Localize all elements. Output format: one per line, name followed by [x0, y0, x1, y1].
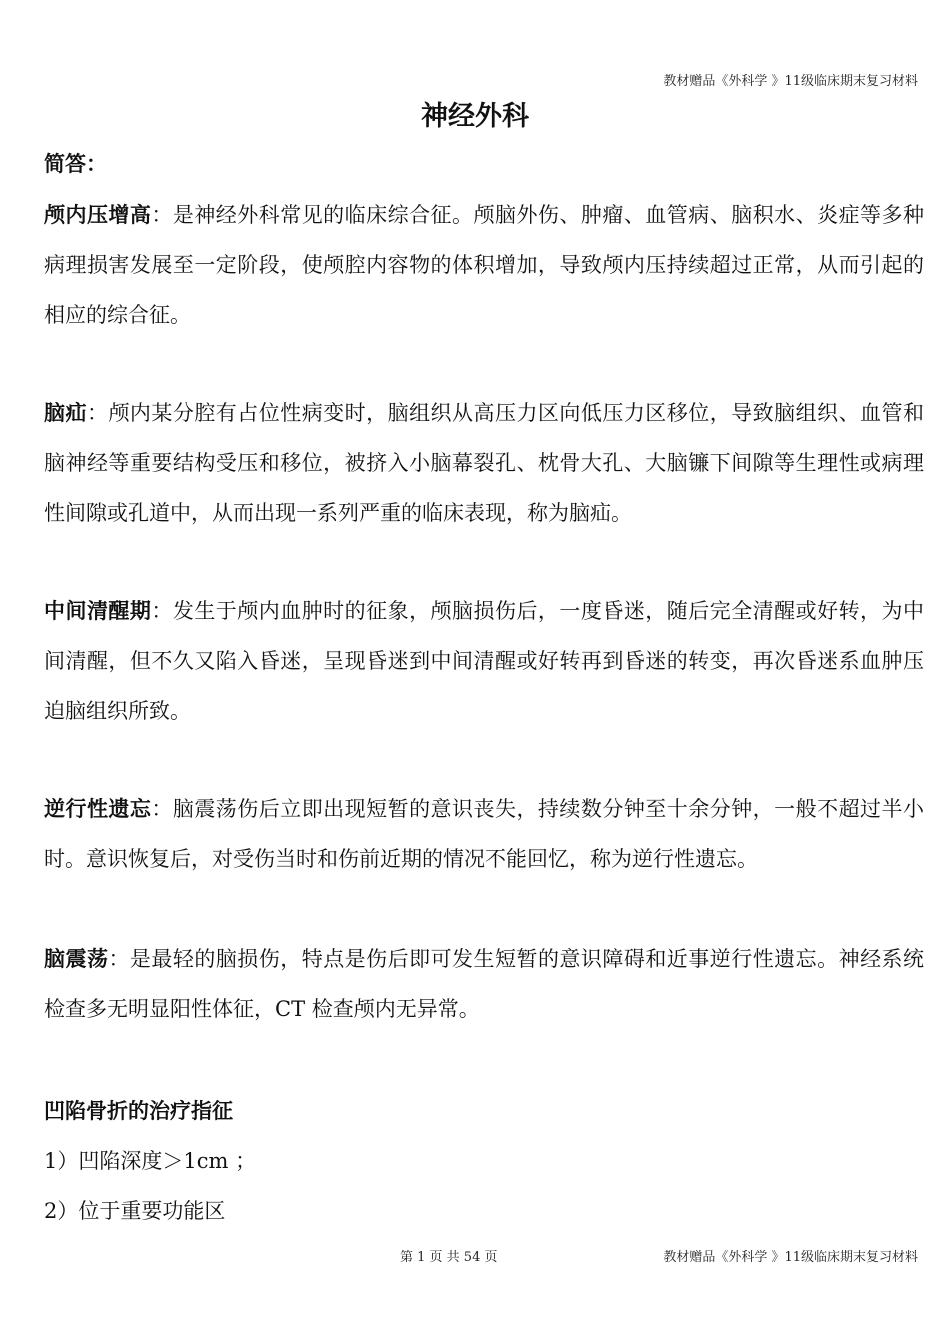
entry-definition: 发生于颅内血肿时的征象，颅脑损伤后，一度昏迷，随后完全清醒或好转，为中间清醒，但不久又陷入昏迷，呈现昏迷到中间清醒或好转再到昏迷的转变，再次昏迷系血肿压迫脑组织所致。: [44, 599, 925, 723]
page-number: 第 1 页 共 54 页: [400, 1250, 498, 1265]
term-separator: ：: [151, 797, 173, 821]
definition-entry: [44, 586, 924, 736]
entry-definition: 是最轻的脑损伤，特点是伤后即可发生短暂的意识障碍和近事逆行性遗忘。神经系统检查多无明显阳性体征，CT 检查颅内无异常。: [44, 947, 925, 1021]
entry-term: 颅内压增高: [44, 203, 152, 227]
entry-term: 逆行性遗忘: [44, 797, 152, 821]
entry-definition: 是神经外科常见的临床综合征。颅脑外伤、肿瘤、血管病、脑积水、炎症等多种病理损害发展至一定阶段，使颅腔内容物的体积增加，导致颅内压持续超过正常，从而引起的相应的综合征。: [44, 203, 925, 327]
treatment-heading: 凹陷骨折的治疗指征: [44, 1099, 233, 1123]
definition-entry: [44, 784, 924, 884]
list-item: 2）位于重要功能区: [44, 1199, 226, 1223]
term-separator: ：: [108, 947, 130, 971]
definition-entry: [44, 388, 924, 538]
entry-definition: 脑震荡伤后立即出现短暂的意识丧失，持续数分钟至十余分钟，一般不超过半小时。意识恢复后，对受伤当时和伤前近期的情况不能回忆，称为逆行性遗忘。: [44, 797, 925, 871]
footer-note: 教材赠品《外科学 》11级临床期末复习材料: [663, 1250, 918, 1265]
term-separator: ：: [86, 401, 109, 425]
definition-entry: [44, 190, 924, 340]
entry-term: 脑疝: [44, 401, 87, 425]
entry-term: 中间清醒期: [44, 599, 152, 623]
header-note: 教材赠品《外科学 》11级临床期末复习材料: [663, 74, 918, 89]
list-item: 1）凹陷深度＞1cm ；: [44, 1149, 257, 1173]
term-separator: ：: [151, 203, 173, 227]
document-title: 神经外科: [421, 101, 529, 132]
term-separator: ：: [151, 599, 173, 623]
section-label: 简答：: [44, 151, 107, 176]
entry-term: 脑震荡: [44, 947, 109, 971]
entry-definition: 颅内某分腔有占位性病变时，脑组织从高压力区向低压力区移位，导致脑组织、血管和脑神经等重要结构受压和移位，被挤入小脑幕裂孔、枕骨大孔、大脑镰下间隙等生理性或病理性间隙或孔道中，从而出现一系列严重的临床表现，称为脑疝。: [44, 401, 925, 525]
definition-entry: [44, 934, 924, 1034]
